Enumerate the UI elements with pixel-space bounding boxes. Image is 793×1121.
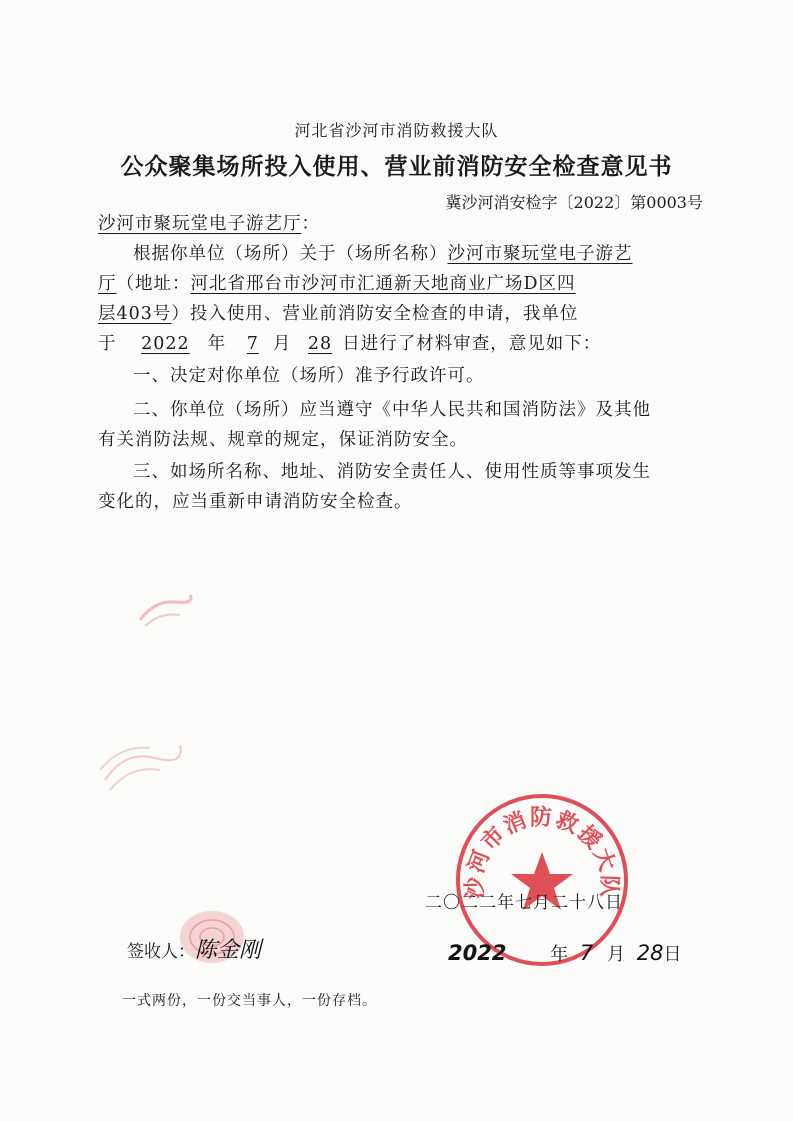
address-part2: 层403号 [98, 304, 172, 324]
review-month: 7 [246, 334, 259, 354]
receipt-day: 28 [636, 941, 664, 965]
seal-text: 沙河市消防救援大队 [462, 805, 622, 900]
review-day: 28 [307, 334, 333, 354]
document-title: 公众聚集场所投入使用、营业前消防安全检查意见书 [120, 154, 673, 180]
year-unit: 年 [207, 334, 227, 354]
opinion-1: 一、决定对你单位（场所）准予行政许可。 [133, 366, 485, 386]
body-line-4 [98, 330, 601, 355]
body-line-3 [98, 300, 578, 325]
body-line-1 [133, 240, 633, 265]
signature-line [127, 933, 261, 964]
recipient-colon: ： [301, 214, 320, 234]
receipt-year: 2022 [448, 941, 507, 965]
opinion-3-line2: 变化的，应当重新申请消防安全检查。 [98, 492, 413, 512]
receipt-month: 7 [579, 941, 594, 965]
signature-label: 签收人： [127, 942, 195, 962]
body-text: （地址： [116, 274, 191, 294]
body-text: 根据你单位（场所）关于（场所名称） [133, 244, 448, 264]
review-year: 2022 [141, 334, 190, 354]
issue-date: 二〇二二年七月二十八日 [425, 893, 623, 913]
opinion-3-line1: 三、如场所名称、地址、消防安全责任人、使用性质等事项发生 [133, 462, 651, 482]
red-smudge-mark [135, 590, 195, 630]
month-unit: 月 [272, 334, 292, 354]
body-text: ）投入使用、营业前消防安全检查的申请，我单位 [171, 304, 579, 324]
receipt-day-unit: 日 [663, 944, 682, 965]
address-part1: 河北省邢台市沙河市汇通新天地商业广场D区四 [190, 274, 576, 294]
signature-name: 陈金刚 [195, 938, 262, 963]
receipt-month-unit: 月 [607, 944, 626, 965]
red-fingerprint-mark [95, 730, 185, 800]
document-number: 冀沙河消安检字〔2022〕第0003号 [445, 193, 703, 212]
recipient-line [98, 210, 320, 235]
opinion-2-line1: 二、你单位（场所）应当遵守《中华人民共和国消防法》及其他 [133, 400, 651, 420]
body-text: 于 [98, 334, 117, 354]
body-text: 日进行了材料审查，意见如下： [342, 334, 602, 354]
recipient-name: 沙河市聚玩堂电子游艺厅 [98, 214, 302, 234]
issuing-org: 河北省沙河市消防救援大队 [294, 121, 499, 140]
venue-name-part1: 沙河市聚玩堂电子游艺 [447, 244, 633, 264]
receipt-year-unit: 年 [550, 944, 569, 965]
body-line-2 [98, 270, 576, 295]
opinion-2-line2: 有关消防法规、规章的规定，保证消防安全。 [98, 430, 468, 450]
venue-name-part2: 厅 [98, 274, 117, 294]
copies-note: 一式两份，一份交当事人，一份存档。 [122, 993, 377, 1009]
receipt-date [448, 940, 682, 966]
